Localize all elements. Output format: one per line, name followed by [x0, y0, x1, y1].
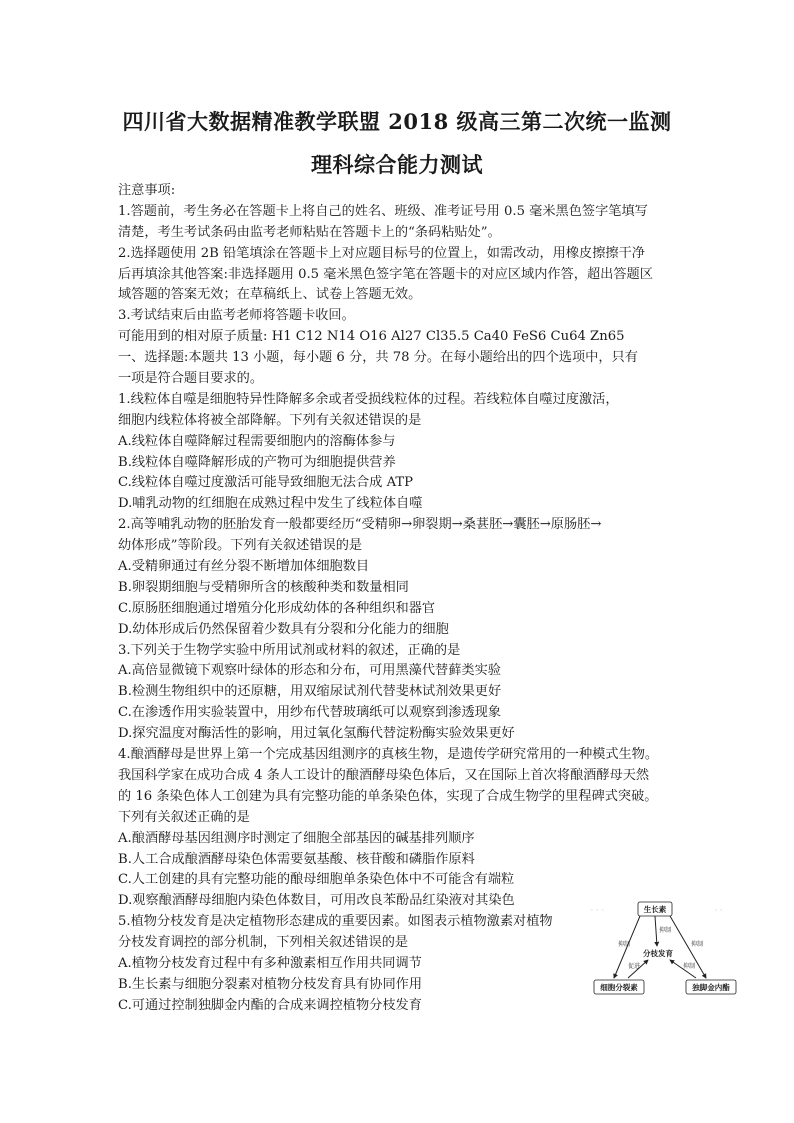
node-branching: 分枝发育 [643, 949, 673, 958]
text-line: 后再填涂其他答案:非选择题用 0.5 毫米黑色签字笔在答题卡的对应区域内作答，超出答题区 [118, 266, 653, 282]
text-line: C.线粒体自噬过度激活可能导致细胞无法合成 ATP [118, 475, 414, 491]
text-line: 我国科学家在成功合成 4 条人工设计的酿酒酵母染色体后，又在国际上首次将酿酒酵母天然 [118, 767, 650, 783]
text-line: 1.线粒体自噬是细胞特异性降解多余或者受损线粒体的过程。若线粒体自噬过度激活， [118, 391, 619, 407]
text-line: C.原肠胚细胞通过增殖分化形成幼体的各种组织和器官 [118, 600, 436, 616]
text-line: 2.选择题使用 2B 铅笔填涂在答题卡上对应题目标号的位置上，如需改动，用橡皮擦擦干净 [118, 245, 645, 261]
text-line: 3.下列关于生物学实验中所用试剂或材料的叙述，正确的是 [118, 642, 461, 658]
text-line: 下列有关叙述正确的是 [118, 809, 250, 825]
hormone-diagram [588, 898, 738, 1008]
text-line: 注意事项: [118, 183, 176, 198]
text-line: 一、选择题:本题共 13 小题，每小题 6 分，共 78 分。在每小题给出的四个选项中，只有 [118, 350, 638, 366]
text-line: B.线粒体自噬降解形成的产物可为细胞提供营养 [118, 454, 396, 470]
text-line: 清楚，考生考试条码由监考老师粘贴在答题卡上的“条码粘贴处”。 [118, 224, 501, 240]
text-line: C.人工创建的具有完整功能的酿母细胞单条染色体中不可能含有端粒 [118, 872, 515, 888]
text-line: 一项是符合题目要求的。 [118, 371, 264, 387]
text-line: 4.酿酒酵母是世界上第一个完成基因组测序的真核生物，是遗传学研究常用的一种模式生物。 [118, 747, 659, 763]
text-line: 可能用到的相对原子质量: H1 C12 N14 O16 Al27 Cl35.5 Ca40 FeS6 Cu64 Zn65 [118, 329, 625, 345]
text-line: D.幼体形成后仍然保留着少数具有分裂和分化能力的细胞 [118, 621, 449, 637]
text-line: 细胞内线粒体将被全部降解。下列有关叙述错误的是 [118, 412, 422, 428]
text-line: 幼体形成”等阶段。下列有关叙述错误的是 [118, 538, 363, 554]
text-line: D.哺乳动物的红细胞在成熟过程中发生了线粒体自噬 [118, 496, 423, 512]
text-line: A.酿酒酵母基因组测序时测定了细胞全部基因的碱基排列顺序 [118, 830, 475, 846]
exam-title: 四川省大数据精准教学联盟 2018 级高三第二次统一监测 [122, 109, 672, 134]
text-line: 域答题的答案无效；在草稿纸上、试卷上答题无效。 [118, 287, 422, 303]
text-line: 3.考试结束后由监考老师将答题卡收回。 [118, 308, 355, 324]
scan-noise-left: ◦ ◦ ◦ [590, 907, 605, 914]
text-line: B.生长素与细胞分裂素对植物分枝发育具有协同作用 [118, 976, 423, 992]
text-line: A.高倍显微镜下观察叶绿体的形态和分布，可用黑藻代替藓类实验 [118, 663, 501, 679]
text-line: D.观察酿酒酵母细胞内染色体数目，可用改良苯酚品红染液对其染色 [118, 893, 515, 909]
exam-body [118, 181, 698, 1017]
text-line: C.在渗透作用实验装置中，用纱布代替玻璃纸可以观察到渗透现象 [118, 705, 502, 721]
text-line: 1.答题前，考生务必在答题卡上将自己的姓名、班级、准考证号用 0.5 毫米黑色签字笔填写 [118, 203, 648, 219]
hormone-diagram-svg [588, 898, 738, 1008]
text-line: A.线粒体自噬降解过程需要细胞内的溶酶体参与 [118, 433, 396, 449]
scan-noise-right: ◦ ◦ [714, 907, 723, 914]
text-line: 5.植物分枝发育是决定植物形态建成的重要因素。如图表示植物激素对植物 [118, 914, 553, 930]
exam-subtitle: 理科综合能力测试 [311, 152, 483, 177]
text-line: 的 16 条染色体人工创建为具有完整功能的单条染色体，实现了合成生物学的里程碑式突破。 [118, 788, 658, 804]
text-line: 2.高等哺乳动物的胚胎发育一般都要经历“受精卵→卵裂期→桑葚胚→囊胚→原肠胚→ [118, 517, 602, 533]
node-strigolactone: 独脚金内酯 [692, 983, 730, 992]
node-cytokinin: 细胞分裂素 [600, 983, 638, 992]
edge-label-inhibit-c: 抑制 [659, 927, 672, 934]
edge-label-promote: 促进 [628, 963, 641, 970]
edge-top-center [655, 916, 657, 946]
text-line: A.受精卵通过有丝分裂不断增加体细胞数目 [118, 559, 370, 575]
text-line: D.探究温度对酶活性的影响，用过氧化氢酶代替淀粉酶实验效果更好 [118, 726, 515, 742]
text-line: C.可通过控制独脚金内酯的合成来调控植物分枝发育 [118, 997, 422, 1013]
edge-label-inhibit-d: 抑制 [683, 963, 696, 970]
node-auxin: 生长素 [643, 905, 667, 914]
text-line: A.植物分枝发育过程中有多种激素相互作用共同调节 [118, 955, 422, 971]
text-line: B.检测生物组织中的还原糖，用双缩尿试剂代替斐林试剂效果更好 [118, 684, 502, 700]
text-line: B.人工合成酿酒酵母染色体需要氨基酸、核苷酸和磷脂作原料 [118, 851, 475, 867]
edge-label-inhibit-a: 抑制 [618, 941, 631, 948]
text-line: B.卵裂期细胞与受精卵所含的核酸种类和数量相同 [118, 579, 409, 595]
text-line: 分枝发育调控的部分机制，下列相关叙述错误的是 [118, 935, 409, 951]
edge-label-inhibit-b: 抑制 [691, 941, 704, 948]
